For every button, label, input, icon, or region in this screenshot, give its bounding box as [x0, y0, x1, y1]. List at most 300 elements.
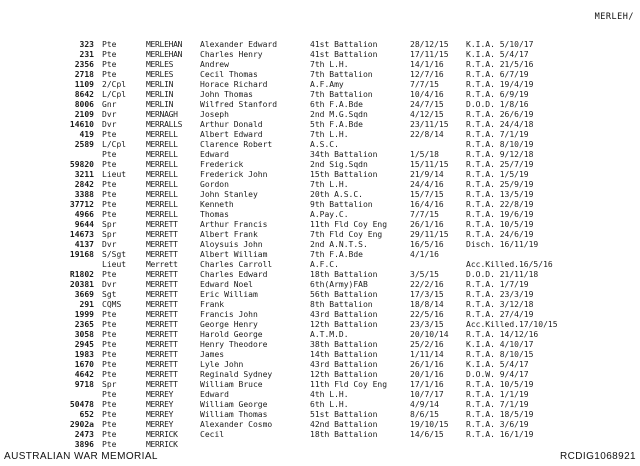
rank-cell: Pte	[102, 420, 117, 429]
given-names-cell: William Bruce	[200, 380, 263, 389]
enlistment-date-cell: 4/1/16	[410, 250, 439, 259]
service-number-cell: 8006	[74, 100, 94, 109]
rank-cell: Pte	[102, 150, 117, 159]
fate-cell: R.T.A. 26/6/19	[466, 110, 534, 119]
service-number-cell: 37712	[69, 200, 94, 209]
unit-cell: 42nd Battalion	[310, 420, 378, 429]
service-number-cell: 1983	[74, 350, 94, 359]
enlistment-date-cell: 15/11/15	[410, 160, 449, 169]
service-number-cell: 50478	[69, 400, 94, 409]
enlistment-date-cell: 7/7/15	[410, 80, 439, 89]
rank-cell: Pte	[102, 200, 117, 209]
record-row	[0, 380, 640, 390]
unit-cell: 2nd A.N.T.S.	[310, 240, 368, 249]
record-row	[0, 150, 640, 160]
unit-cell: A.Pay.C.	[310, 210, 349, 219]
unit-cell: A.T.M.D.	[310, 330, 349, 339]
enlistment-date-cell: 4/12/15	[410, 110, 444, 119]
service-number-cell: 59820	[69, 160, 94, 169]
fate-cell: R.T.A. 13/5/19	[466, 190, 534, 199]
record-row	[0, 340, 640, 350]
record-row	[0, 120, 640, 130]
given-names-cell: Frederick John	[200, 170, 268, 179]
unit-cell: 43rd Battalion	[310, 310, 378, 319]
rank-cell: Pte	[102, 340, 117, 349]
enlistment-date-cell: 17/11/15	[410, 50, 449, 59]
given-names-cell: John Stanley	[200, 190, 258, 199]
record-row	[0, 110, 640, 120]
record-row	[0, 210, 640, 220]
unit-cell: 7th L.H.	[310, 180, 349, 189]
record-row	[0, 260, 640, 270]
enlistment-date-cell: 15/7/15	[410, 190, 444, 199]
given-names-cell: Gordon	[200, 180, 229, 189]
service-number-cell: 3211	[74, 170, 94, 179]
fate-cell: D.O.W. 9/4/17	[466, 370, 529, 379]
record-row	[0, 50, 640, 60]
enlistment-date-cell: 22/2/16	[410, 280, 444, 289]
rank-cell: Lieut	[102, 260, 127, 269]
footer-archive-id: RCDIG1068921	[560, 451, 636, 462]
fate-cell: R.T.A. 24/4/18	[466, 120, 534, 129]
unit-cell: 18th Battalion	[310, 270, 378, 279]
rank-cell: Dvr	[102, 280, 117, 289]
enlistment-date-cell: 20/1/16	[410, 370, 444, 379]
record-row	[0, 40, 640, 50]
enlistment-date-cell: 20/10/14	[410, 330, 449, 339]
enlistment-date-cell: 22/8/14	[410, 130, 444, 139]
given-names-cell: Edward	[200, 390, 229, 399]
service-number-cell: 2365	[74, 320, 94, 329]
enlistment-date-cell: 18/8/14	[410, 300, 444, 309]
surname-cell: MERLIN	[146, 100, 174, 109]
service-number-cell: 4966	[74, 210, 94, 219]
fate-cell: R.T.A. 1/7/19	[466, 280, 529, 289]
service-number-cell: 9718	[74, 380, 94, 389]
unit-cell: 7th L.H.	[310, 130, 349, 139]
surname-cell: Merrett	[146, 260, 178, 269]
service-number-cell: 2718	[74, 70, 94, 79]
fate-cell: R.T.A. 18/5/19	[466, 410, 534, 419]
fate-cell: K.I.A. 4/10/17	[466, 340, 534, 349]
fate-cell: R.T.A. 8/10/19	[466, 140, 534, 149]
given-names-cell: Cecil	[200, 430, 225, 439]
service-number-cell: 3669	[74, 290, 94, 299]
enlistment-date-cell: 17/1/16	[410, 380, 444, 389]
rank-cell: L/Cpl	[102, 90, 127, 99]
given-names-cell: Edward Noel	[200, 280, 253, 289]
fate-cell: R.T.A. 3/12/18	[466, 300, 534, 309]
record-row	[0, 310, 640, 320]
record-row	[0, 420, 640, 430]
unit-cell: 38th Battalion	[310, 340, 378, 349]
enlistment-date-cell: 21/9/14	[410, 170, 444, 179]
unit-cell: 34th Battalion	[310, 150, 378, 159]
unit-cell: A.S.C.	[310, 140, 339, 149]
surname-cell: MERRETT	[146, 300, 178, 309]
enlistment-date-cell: 10/4/16	[410, 90, 444, 99]
rank-cell: Pte	[102, 160, 117, 169]
unit-cell: A.F.C.	[310, 260, 339, 269]
fate-cell: R.T.A. 25/9/19	[466, 180, 534, 189]
surname-cell: MERRETT	[146, 220, 178, 229]
given-names-cell: Aloysuis John	[200, 240, 263, 249]
rank-cell: Pte	[102, 410, 117, 419]
fate-cell: R.T.A. 21/5/16	[466, 60, 534, 69]
fate-cell: R.T.A. 22/8/19	[466, 200, 534, 209]
enlistment-date-cell: 1/11/14	[410, 350, 444, 359]
surname-cell: MERREY	[146, 400, 174, 409]
footer-institution: AUSTRALIAN WAR MEMORIAL	[4, 451, 158, 462]
rank-cell: Pte	[102, 330, 117, 339]
rank-cell: Lieut	[102, 170, 127, 179]
surname-cell: MERLIN	[146, 90, 174, 99]
fate-cell: R.T.A. 7/1/19	[466, 400, 529, 409]
given-names-cell: Frank	[200, 300, 225, 309]
given-names-cell: Clarence Robert	[200, 140, 273, 149]
given-names-cell: Harold George	[200, 330, 263, 339]
fate-cell: R.T.A. 24/6/19	[466, 230, 534, 239]
record-row	[0, 200, 640, 210]
given-names-cell: Lyle John	[200, 360, 244, 369]
given-names-cell: Frederick	[200, 160, 244, 169]
fate-cell: R.T.A. 25/7/19	[466, 160, 534, 169]
enlistment-date-cell: 4/9/14	[410, 400, 439, 409]
surname-cell: MERRETT	[146, 350, 178, 359]
surname-cell: MERRELL	[146, 130, 178, 139]
record-row	[0, 280, 640, 290]
fate-cell: R.T.A. 19/4/19	[466, 80, 534, 89]
unit-cell: 12th Battalion	[310, 320, 378, 329]
surname-cell: MERRICK	[146, 430, 178, 439]
rank-cell: Pte	[102, 320, 117, 329]
enlistment-date-cell: 26/1/16	[410, 220, 444, 229]
fate-cell: R.T.A. 23/3/19	[466, 290, 534, 299]
enlistment-date-cell: 26/1/16	[410, 360, 444, 369]
unit-cell: 41st Battalion	[310, 50, 378, 59]
fate-cell: R.T.A. 1/1/19	[466, 390, 529, 399]
unit-cell: 12th Battalion	[310, 370, 378, 379]
surname-cell: MERREY	[146, 420, 174, 429]
unit-cell: 18th Battalion	[310, 430, 378, 439]
enlistment-date-cell: 8/6/15	[410, 410, 439, 419]
service-number-cell: R1802	[69, 270, 94, 279]
given-names-cell: Horace Richard	[200, 80, 268, 89]
fate-cell: R.T.A. 6/9/19	[466, 90, 529, 99]
given-names-cell: Kenneth	[200, 200, 234, 209]
record-row	[0, 140, 640, 150]
surname-cell: MERLES	[146, 60, 174, 69]
record-row	[0, 350, 640, 360]
fate-cell: R.T.A. 19/6/19	[466, 210, 534, 219]
enlistment-date-cell: 1/5/18	[410, 150, 439, 159]
service-number-cell: 20381	[69, 280, 94, 289]
service-number-cell: 19168	[69, 250, 94, 259]
surname-cell: MERRETT	[146, 280, 178, 289]
record-row	[0, 250, 640, 260]
rank-cell: Spr	[102, 220, 117, 229]
surname-cell: MERLIN	[146, 80, 174, 89]
surname-cell: MERRETT	[146, 230, 178, 239]
given-names-cell: William Thomas	[200, 410, 268, 419]
given-names-cell: Charles Edward	[200, 270, 268, 279]
service-number-cell: 2473	[74, 430, 94, 439]
fate-cell: R.T.A. 9/12/18	[466, 150, 534, 159]
record-row	[0, 70, 640, 80]
rank-cell: Pte	[102, 210, 117, 219]
given-names-cell: Thomas	[200, 210, 229, 219]
fate-cell: D.O.D. 1/8/16	[466, 100, 529, 109]
rank-cell: Pte	[102, 130, 117, 139]
unit-cell: 7th Battalion	[310, 70, 373, 79]
record-row	[0, 240, 640, 250]
record-row	[0, 100, 640, 110]
surname-cell: MERRELL	[146, 190, 178, 199]
rank-cell: Pte	[102, 370, 117, 379]
enlistment-date-cell: 3/5/15	[410, 270, 439, 279]
record-row	[0, 410, 640, 420]
unit-cell: 11th Fld Coy Eng	[310, 380, 388, 389]
given-names-cell: John Thomas	[200, 90, 253, 99]
service-number-cell: 2842	[74, 180, 94, 189]
unit-cell: 7th Fld Coy Eng	[310, 230, 383, 239]
surname-cell: MERNAGH	[146, 110, 178, 119]
surname-cell: MERRETT	[146, 370, 178, 379]
records-table	[0, 40, 640, 450]
service-number-cell: 14610	[69, 120, 94, 129]
record-row	[0, 90, 640, 100]
record-row	[0, 400, 640, 410]
given-names-cell: Wilfred Stanford	[200, 100, 278, 109]
fate-cell: K.I.A. 5/4/17	[466, 50, 529, 59]
surname-cell: MERRETT	[146, 330, 178, 339]
rank-cell: Pte	[102, 430, 117, 439]
enlistment-date-cell: 22/5/16	[410, 310, 444, 319]
unit-cell: 6th F.A.Bde	[310, 100, 363, 109]
rank-cell: Pte	[102, 360, 117, 369]
record-row	[0, 440, 640, 450]
service-number-cell: 231	[79, 50, 94, 59]
rank-cell: Dvr	[102, 240, 117, 249]
enlistment-date-cell: 23/11/15	[410, 120, 449, 129]
rank-cell: Spr	[102, 380, 117, 389]
surname-cell: MERRELL	[146, 150, 178, 159]
unit-cell: 56th Battalion	[310, 290, 378, 299]
record-row	[0, 230, 640, 240]
fate-cell: R.T.A. 16/1/19	[466, 430, 534, 439]
given-names-cell: Arthur Francis	[200, 220, 268, 229]
rank-cell: 2/Cpl	[102, 80, 127, 89]
record-row	[0, 320, 640, 330]
rank-cell: Pte	[102, 50, 117, 59]
unit-cell: 5th F.A.Bde	[310, 120, 363, 129]
unit-cell: 15th Battalion	[310, 170, 378, 179]
rank-cell: Pte	[102, 60, 117, 69]
record-row	[0, 430, 640, 440]
rank-cell: Sgt	[102, 290, 117, 299]
fate-cell: D.O.D. 21/11/18	[466, 270, 539, 279]
enlistment-date-cell: 14/6/15	[410, 430, 444, 439]
fate-cell: R.T.A. 8/10/15	[466, 350, 534, 359]
unit-cell: 7th F.A.Bde	[310, 250, 363, 259]
rank-cell: Dvr	[102, 110, 117, 119]
enlistment-date-cell: 29/11/15	[410, 230, 449, 239]
given-names-cell: Andrew	[200, 60, 229, 69]
fate-cell: R.T.A. 14/12/16	[466, 330, 539, 339]
surname-cell: MERREY	[146, 410, 174, 419]
record-row	[0, 330, 640, 340]
rank-cell: Pte	[102, 70, 117, 79]
surname-cell: MERRALLS	[146, 120, 183, 129]
surname-cell: MERRELL	[146, 170, 178, 179]
surname-cell: MERLEHAN	[146, 40, 183, 49]
rank-cell: Pte	[102, 350, 117, 359]
service-number-cell: 2902a	[69, 420, 94, 429]
surname-cell: MERRETT	[146, 340, 178, 349]
enlistment-date-cell: 24/7/15	[410, 100, 444, 109]
service-number-cell: 4642	[74, 370, 94, 379]
service-number-cell: 1109	[74, 80, 94, 89]
fate-cell: Acc.Killed.17/10/15	[466, 320, 558, 329]
enlistment-date-cell: 7/7/15	[410, 210, 439, 219]
enlistment-date-cell: 24/4/16	[410, 180, 444, 189]
given-names-cell: Cecil Thomas	[200, 70, 258, 79]
rank-cell: Spr	[102, 230, 117, 239]
record-row	[0, 370, 640, 380]
enlistment-date-cell: 19/10/15	[410, 420, 449, 429]
rank-cell: CQMS	[102, 300, 122, 309]
record-row	[0, 390, 640, 400]
given-names-cell: Albert Edward	[200, 130, 263, 139]
rank-cell: Pte	[102, 400, 117, 409]
enlistment-date-cell: 12/7/16	[410, 70, 444, 79]
given-names-cell: Arthur Donald	[200, 120, 263, 129]
unit-cell: 41st Battalion	[310, 40, 378, 49]
surname-cell: MERRETT	[146, 250, 178, 259]
unit-cell: 7th L.H.	[310, 60, 349, 69]
rank-cell: Pte	[102, 390, 117, 399]
given-names-cell: Joseph	[200, 110, 229, 119]
surname-cell: MERLEHAN	[146, 50, 183, 59]
unit-cell: 8th Battalion	[310, 300, 373, 309]
given-names-cell: Albert Frank	[200, 230, 258, 239]
given-names-cell: George Henry	[200, 320, 258, 329]
given-names-cell: James	[200, 350, 225, 359]
service-number-cell: 8642	[74, 90, 94, 99]
surname-cell: MERRELL	[146, 180, 178, 189]
enlistment-date-cell: 16/5/16	[410, 240, 444, 249]
rank-cell: S/Sgt	[102, 250, 127, 259]
record-row	[0, 60, 640, 70]
surname-cell: MERRELL	[146, 200, 178, 209]
fate-cell: R.T.A. 3/6/19	[466, 420, 529, 429]
unit-cell: 51st Battalion	[310, 410, 378, 419]
record-row	[0, 180, 640, 190]
given-names-cell: Alexander Cosmo	[200, 420, 273, 429]
rank-cell: Dvr	[102, 120, 117, 129]
unit-cell: 14th Battalion	[310, 350, 378, 359]
rank-cell: Pte	[102, 270, 117, 279]
surname-cell: MERRELL	[146, 140, 178, 149]
service-number-cell: 4137	[74, 240, 94, 249]
unit-cell: 6th(Army)FAB	[310, 280, 368, 289]
service-number-cell: 1670	[74, 360, 94, 369]
record-row	[0, 80, 640, 90]
service-number-cell: 9644	[74, 220, 94, 229]
fate-cell: R.T.A. 7/1/19	[466, 130, 529, 139]
unit-cell: 9th Battalion	[310, 200, 373, 209]
fate-cell: R.T.A. 10/5/19	[466, 220, 534, 229]
unit-cell: 2nd Sig.Sqdn	[310, 160, 368, 169]
service-number-cell: 3388	[74, 190, 94, 199]
rank-cell: Pte	[102, 40, 117, 49]
given-names-cell: Alexander Edward	[200, 40, 278, 49]
record-row	[0, 290, 640, 300]
fate-cell: Disch. 16/11/19	[466, 240, 539, 249]
given-names-cell: Eric William	[200, 290, 258, 299]
fate-cell: R.T.A. 10/5/19	[466, 380, 534, 389]
service-number-cell: 291	[79, 300, 94, 309]
service-number-cell: 2589	[74, 140, 94, 149]
service-number-cell: 652	[79, 410, 94, 419]
given-names-cell: Reginald Sydney	[200, 370, 273, 379]
enlistment-date-cell: 28/12/15	[410, 40, 449, 49]
surname-cell: MERRETT	[146, 320, 178, 329]
enlistment-date-cell: 14/1/16	[410, 60, 444, 69]
page-header-code: MERLEH/	[594, 12, 634, 22]
record-row	[0, 360, 640, 370]
unit-cell: A.F.Amy	[310, 80, 344, 89]
record-row	[0, 170, 640, 180]
surname-cell: MERREY	[146, 390, 174, 399]
service-number-cell: 14673	[69, 230, 94, 239]
given-names-cell: Charles Carroll	[200, 260, 273, 269]
record-row	[0, 220, 640, 230]
record-row	[0, 270, 640, 280]
given-names-cell: Charles Henry	[200, 50, 263, 59]
service-number-cell: 3058	[74, 330, 94, 339]
fate-cell: R.T.A. 1/5/19	[466, 170, 529, 179]
enlistment-date-cell: 23/3/15	[410, 320, 444, 329]
fate-cell: R.T.A. 6/7/19	[466, 70, 529, 79]
surname-cell: MERRETT	[146, 310, 178, 319]
unit-cell: 2nd M.G.Sqdn	[310, 110, 368, 119]
surname-cell: MERRETT	[146, 380, 178, 389]
service-number-cell: 1999	[74, 310, 94, 319]
fate-cell: R.T.A. 27/4/19	[466, 310, 534, 319]
fate-cell: K.I.A. 5/10/17	[466, 40, 534, 49]
unit-cell: 7th Battalion	[310, 90, 373, 99]
unit-cell: 6th L.H.	[310, 400, 349, 409]
given-names-cell: Francis John	[200, 310, 258, 319]
surname-cell: MERRETT	[146, 270, 178, 279]
service-number-cell: 3896	[74, 440, 94, 449]
enlistment-date-cell: 16/4/16	[410, 200, 444, 209]
surname-cell: MERRELL	[146, 210, 178, 219]
given-names-cell: Edward	[200, 150, 229, 159]
service-number-cell: 323	[79, 40, 94, 49]
rank-cell: Pte	[102, 180, 117, 189]
service-number-cell: 2109	[74, 110, 94, 119]
rank-cell: Pte	[102, 440, 117, 449]
enlistment-date-cell: 25/2/16	[410, 340, 444, 349]
record-row	[0, 300, 640, 310]
surname-cell: MERRETT	[146, 290, 178, 299]
service-number-cell: 2356	[74, 60, 94, 69]
given-names-cell: Henry Theodore	[200, 340, 268, 349]
surname-cell: MERRELL	[146, 160, 178, 169]
record-row	[0, 130, 640, 140]
